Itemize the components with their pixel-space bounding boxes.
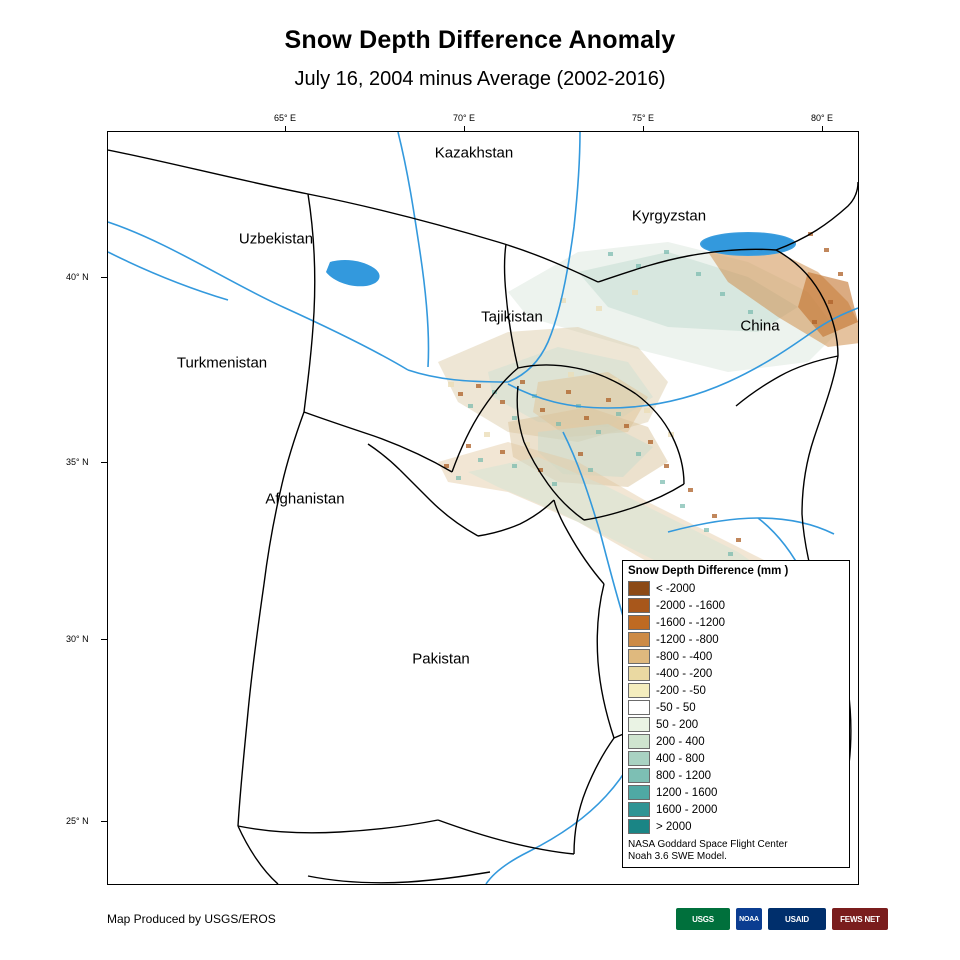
legend-swatch (628, 649, 650, 664)
legend-label: -400 - -200 (656, 667, 713, 680)
tick-mark-top-3 (822, 126, 823, 132)
legend-row (628, 665, 844, 682)
tick-label-top-2: 75° E (631, 113, 655, 123)
tick-label-top-1: 70° E (452, 113, 476, 123)
legend-row (628, 784, 844, 801)
legend-label: 400 - 800 (656, 752, 705, 765)
country-label-kyrgyzstan: Kyrgyzstan (631, 207, 707, 225)
country-label-kazakhstan: Kazakhstan (434, 144, 514, 162)
tick-label-top-0: 65° E (273, 113, 297, 123)
usgs-logo: USGS (676, 908, 730, 930)
tick-mark-left-3 (101, 821, 107, 822)
tick-label-top-3: 80° E (810, 113, 834, 123)
tick-label-left-1: 35° N (66, 457, 89, 467)
tick-label-left-0: 40° N (66, 272, 89, 282)
legend-swatch (628, 666, 650, 681)
legend-label: 1200 - 1600 (656, 786, 718, 799)
legend-label: -1600 - -1200 (656, 616, 726, 629)
legend-swatch (628, 734, 650, 749)
tick-label-left-2: 30° N (66, 634, 89, 644)
legend-swatch (628, 802, 650, 817)
legend-label: 1600 - 2000 (656, 803, 718, 816)
legend-swatch (628, 683, 650, 698)
legend-swatch (628, 751, 650, 766)
legend-swatch (628, 768, 650, 783)
country-label-tajikistan: Tajikistan (481, 308, 543, 326)
legend-row (628, 716, 844, 733)
legend-row (628, 648, 844, 665)
tick-mark-left-2 (101, 639, 107, 640)
legend-swatch (628, 785, 650, 800)
legend-label: -2000 - -1600 (656, 599, 726, 612)
legend-credit-line-2: Noah 3.6 SWE Model. (628, 851, 727, 862)
country-label-china: China (740, 317, 780, 335)
legend-row (628, 699, 844, 716)
legend-row (628, 767, 844, 784)
legend-row (628, 750, 844, 767)
legend-swatch (628, 819, 650, 834)
legend-row (628, 801, 844, 818)
legend-row (628, 818, 844, 835)
legend-swatch (628, 632, 650, 647)
country-label-afghanistan: Afghanistan (265, 490, 345, 508)
legend-title: Snow Depth Difference (mm ) (628, 565, 789, 577)
legend-label: -200 - -50 (656, 684, 706, 697)
legend-label: -1200 - -800 (656, 633, 719, 646)
legend-label: 800 - 1200 (656, 769, 711, 782)
legend-label: 50 - 200 (656, 718, 699, 731)
tick-mark-left-0 (101, 277, 107, 278)
legend-credit (628, 839, 844, 863)
legend-label: -50 - 50 (656, 701, 696, 714)
legend-label: < -2000 (656, 582, 696, 595)
legend-row (628, 580, 844, 597)
tick-mark-top-1 (464, 126, 465, 132)
legend-label: 200 - 400 (656, 735, 705, 748)
country-label-pakistan: Pakistan (412, 650, 470, 668)
legend-row (628, 631, 844, 648)
page-title: Snow Depth Difference Anomaly (284, 26, 676, 54)
country-label-turkmenistan: Turkmenistan (176, 354, 268, 372)
footer-logos (676, 908, 888, 930)
legend-row (628, 682, 844, 699)
legend-row (628, 733, 844, 750)
legend-swatch (628, 581, 650, 596)
legend-swatch (628, 717, 650, 732)
legend-swatch (628, 700, 650, 715)
legend-credit-line-1: NASA Goddard Space Flight Center (628, 839, 788, 850)
tick-mark-left-1 (101, 462, 107, 463)
page-subtitle: July 16, 2004 minus Average (2002-2016) (294, 68, 666, 90)
noaa-logo: NOAA (736, 908, 762, 930)
tick-label-left-3: 25° N (66, 816, 89, 826)
legend-label: > 2000 (656, 820, 692, 833)
tick-mark-top-0 (285, 126, 286, 132)
legend-swatch (628, 598, 650, 613)
fewsnet-logo: FEWS NET (832, 908, 888, 930)
legend-swatch (628, 615, 650, 630)
legend-row (628, 614, 844, 631)
country-label-uzbekistan: Uzbekistan (238, 230, 314, 248)
legend-panel (622, 560, 850, 868)
legend-row (628, 597, 844, 614)
footer-credit: Map Produced by USGS/EROS (107, 912, 276, 926)
legend-label: -800 - -400 (656, 650, 713, 663)
usaid-logo: USAID (768, 908, 826, 930)
tick-mark-top-2 (643, 126, 644, 132)
